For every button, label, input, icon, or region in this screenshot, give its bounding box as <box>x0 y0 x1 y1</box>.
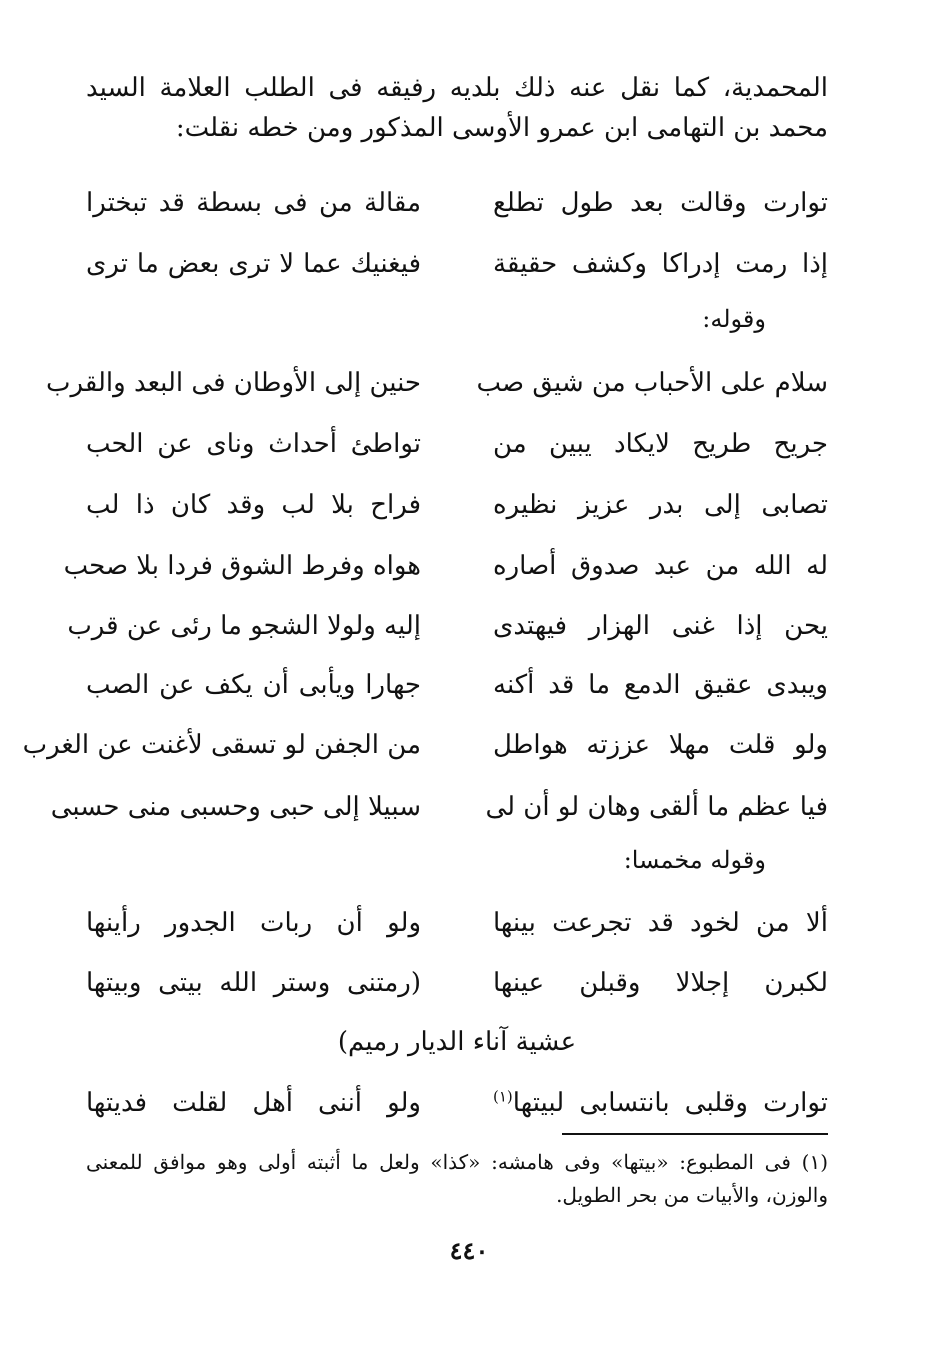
verse-row <box>46 362 828 404</box>
verse-first-hemistich: توارت وقالت بعد طول تطلع <box>493 188 828 218</box>
verse-second-hemistich: إليه ولولا الشجو ما رئى عن قرب <box>67 611 421 641</box>
verse-row <box>22 724 828 766</box>
verse-row <box>86 902 828 944</box>
verse-row <box>67 605 828 647</box>
verse-row <box>50 786 828 828</box>
verse-first-hemistich: لكبرن إجلالا وقبلن عينها <box>493 968 828 998</box>
intro-paragraph: المحمدية، كما نقل عنه ذلك بلديه رفيقه فى الطلب العلامة السيد محمد بن التهامى ابن عمرو الأوسى المذكور ومن خطه نقلت: <box>86 73 828 143</box>
verse-first-hemistich: ولو قلت مهلا عززته هواطل <box>493 730 828 760</box>
verse-row <box>86 1082 828 1124</box>
verse-first-hemistich: له الله من عبد صدوق أصاره <box>493 551 828 581</box>
verse-text: توارت وقلبى بانتسابى لبيتها <box>512 1088 828 1118</box>
verse-second-hemistich: فراح بلا لب وقد كان ذا لب <box>86 490 421 520</box>
verse-center-line: عشية آناء الديار رميم) <box>337 1027 577 1057</box>
verse-first-hemistich: جريح طريح لايكاد يبين من <box>493 429 828 459</box>
verse-first-hemistich: سلام على الأحباب من شيق صب <box>476 368 828 398</box>
verse-second-hemistich: مقالة من فى بسطة قد تبخترا <box>86 188 421 218</box>
section-label: وقوله مخمسا: <box>623 846 766 874</box>
verse-row <box>86 423 828 465</box>
verse-second-hemistich: جهارا ويأبى أن يكف عن الصب <box>86 670 421 700</box>
verse-first-hemistich <box>493 1082 828 1124</box>
verse-second-hemistich: سبيلا إلى حبى وحسبى منى حسبى <box>50 792 421 822</box>
verse-second-hemistich: تواطئ أحداث وناى عن الحب <box>86 429 421 459</box>
footnote-reference[interactable]: (١) <box>493 1087 513 1106</box>
verse-second-hemistich: هواه وفرط الشوق فردا بلا صحب <box>63 551 421 581</box>
verse-first-hemistich: ويبدى عقيق الدمع ما قد أكنه <box>493 670 828 700</box>
verse-row <box>86 243 828 285</box>
page-number: ٤٤٠ <box>449 1236 489 1265</box>
verse-row <box>86 182 828 224</box>
verse-second-hemistich: فيغنيك عما لا ترى بعض ما ترى <box>86 249 421 279</box>
footnote-divider <box>562 1133 828 1135</box>
verse-second-hemistich: من الجفن لو تسقى لأغنت عن الغرب <box>22 730 421 760</box>
section-label: وقوله: <box>702 305 766 333</box>
verse-second-hemistich: (رمتنى وستر الله بيتى وبيتها <box>86 968 421 998</box>
footnote: (١) فى المطبوع: «بيتها» وفى هامشه: «كذا» ولعل ما أثبته أولى وهو موافق للمعنى والوزن، والأبيات من بحر الطويل. <box>86 1150 828 1207</box>
verse-second-hemistich: ولو أن ربات الجدور رأينها <box>86 908 421 938</box>
verse-row <box>86 664 828 706</box>
verse-first-hemistich: إذا رمت إدراكا وكشف حقيقة <box>493 249 828 279</box>
verse-first-hemistich: تصابى إلى بدر عزيز نظيره <box>493 490 828 520</box>
verse-row <box>86 962 828 1004</box>
verse-second-hemistich: ولو أننى أهل لقلت فديتها <box>86 1088 421 1118</box>
verse-row <box>86 484 828 526</box>
verse-first-hemistich: يحن إذا غنى الهزار فيهتدى <box>493 611 828 641</box>
verse-first-hemistich: ألا من لخود قد تجرعت بينها <box>493 908 828 938</box>
verse-second-hemistich: حنين إلى الأوطان فى البعد والقرب <box>46 368 421 398</box>
verse-first-hemistich: فيا عظم ما ألقى وهان لو أن لى <box>485 792 828 822</box>
verse-row <box>63 545 828 587</box>
